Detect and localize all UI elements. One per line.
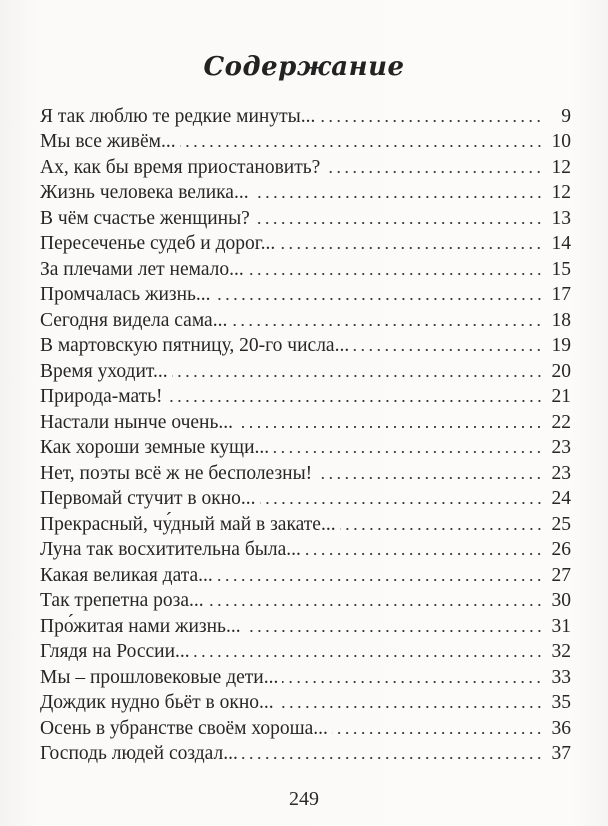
toc-entry-title: В мартовскую пятницу, 20-го числа... [40,335,350,356]
toc-entry-page: 12 [551,182,571,203]
toc-entry-page: 32 [551,641,571,662]
toc-entry-title: Первомай стучит в окно... [40,488,256,509]
toc-dot-leader [167,398,543,404]
toc-entry-page: 31 [551,615,571,637]
toc-entry-page: 27 [551,564,571,586]
toc-entry-title: Сегодня видела сама... [40,309,228,331]
toc-entry [40,612,571,638]
toc-entry-title: Луна так восхитительна была... [40,539,301,560]
toc-dot-leader [316,475,543,481]
toc-entry-title: Пересеченье судеб и дорог... [40,233,276,254]
toc-entry [40,332,571,358]
toc-entry [40,689,571,715]
toc-dot-leader [242,755,543,761]
toc-entry [40,128,571,154]
toc-dot-leader [208,602,543,608]
toc-entry-page: 19 [551,335,571,356]
toc-entry-title: Мы – прошловековые дети... [40,666,279,688]
toc-dot-leader [305,551,543,557]
toc-entry [40,638,571,664]
toc-dot-leader [260,500,543,506]
toc-entry-title: Глядя на России... [40,641,190,662]
toc-dot-leader [319,118,543,124]
toc-entry [40,281,571,307]
toc-entry-page: 26 [551,539,571,560]
toc-entry-page: 37 [551,743,571,764]
toc-entry-title: Я так люблю те редкие минуты... [40,105,316,127]
toc-dot-leader [215,296,543,302]
toc-dot-leader [278,704,543,710]
toc-dot-leader [353,347,543,353]
toc-dot-leader [273,449,543,455]
toc-entry-title: Дождик нудно бьёт в окно... [40,692,274,713]
table-of-contents [40,102,571,765]
toc-dot-leader [253,194,543,200]
toc-entry-page: 23 [551,437,571,458]
toc-entry [40,536,571,562]
toc-entry-page: 17 [551,284,571,305]
toc-dot-leader [231,322,543,328]
toc-entry-page: 36 [551,717,571,739]
toc-entry [40,383,571,409]
toc-entry [40,434,571,460]
toc-entry [40,459,571,485]
toc-entry [40,102,571,128]
toc-dot-leader [279,245,543,251]
toc-entry [40,714,571,740]
toc-entry-page: 12 [551,156,571,178]
toc-entry [40,204,571,230]
toc-entry-page: 21 [551,386,571,407]
toc-entry-page: 30 [551,590,571,611]
toc-dot-leader [245,628,543,634]
toc-dot-leader [254,220,543,226]
toc-entry-page: 25 [551,513,571,535]
toc-entry-title: Настали нынче очень... [40,411,233,433]
toc-entry-title: За плечами лет немало... [40,258,244,280]
toc-entry-title: Мы все живём... [40,131,176,152]
toc-entry-page: 23 [551,462,571,484]
toc-entry [40,179,571,205]
toc-entry-title: Время уходит... [40,360,168,382]
toc-entry-title: Промчалась жизнь... [40,284,211,305]
toc-dot-leader [248,271,543,277]
toc-dot-leader [237,424,543,430]
toc-entry-title: Жизнь человека велика... [40,182,249,203]
toc-entry [40,663,571,689]
toc-dot-leader [180,143,543,149]
toc-entry-page: 9 [561,105,571,127]
toc-dot-leader [332,730,543,736]
toc-entry [40,306,571,332]
page-title: Содержание [203,52,405,82]
toc-entry-page: 20 [551,360,571,382]
toc-entry [40,408,571,434]
toc-entry-page: 14 [551,233,571,254]
toc-entry-title: Какая великая дата... [40,564,213,586]
toc-entry-title: В чём счастье женщины? [40,207,250,229]
toc-dot-leader [194,653,543,659]
toc-entry-page: 10 [551,131,571,152]
toc-entry-title: Нет, поэты всё ж не бесполезны! [40,462,313,484]
toc-entry-title: Прекрасный, чу́дный май в закате... [40,513,336,535]
toc-entry-title: Осень в убранстве своём хороша... [40,717,328,739]
toc-entry-page: 13 [551,207,571,229]
toc-entry-page: 33 [551,666,571,688]
toc-entry [40,153,571,179]
toc-dot-leader [340,526,543,532]
toc-entry-title: Про́житая нами жизнь... [40,615,241,637]
toc-entry-page: 24 [551,488,571,509]
toc-dot-leader [217,577,543,583]
toc-entry-page: 22 [551,411,571,433]
toc-entry-title: Ах, как бы время приостановить? [40,156,321,178]
toc-entry [40,740,571,766]
toc-dot-leader [172,373,543,379]
toc-entry-page: 35 [551,692,571,713]
toc-entry [40,510,571,536]
toc-entry [40,255,571,281]
toc-entry-title: Как хороши земные кущи... [40,437,270,458]
toc-entry [40,357,571,383]
toc-dot-leader [324,169,543,175]
toc-entry-page: 15 [551,258,571,280]
toc-entry [40,587,571,613]
toc-entry-page: 18 [551,309,571,331]
toc-entry-title: Природа-мать! [40,386,163,407]
page-number: 249 [289,788,319,810]
toc-entry [40,561,571,587]
toc-entry-title: Так трепетна роза... [40,590,204,611]
toc-entry [40,230,571,256]
toc-dot-leader [282,679,543,685]
toc-entry [40,485,571,511]
toc-entry-title: Господь людей создал... [40,743,238,764]
